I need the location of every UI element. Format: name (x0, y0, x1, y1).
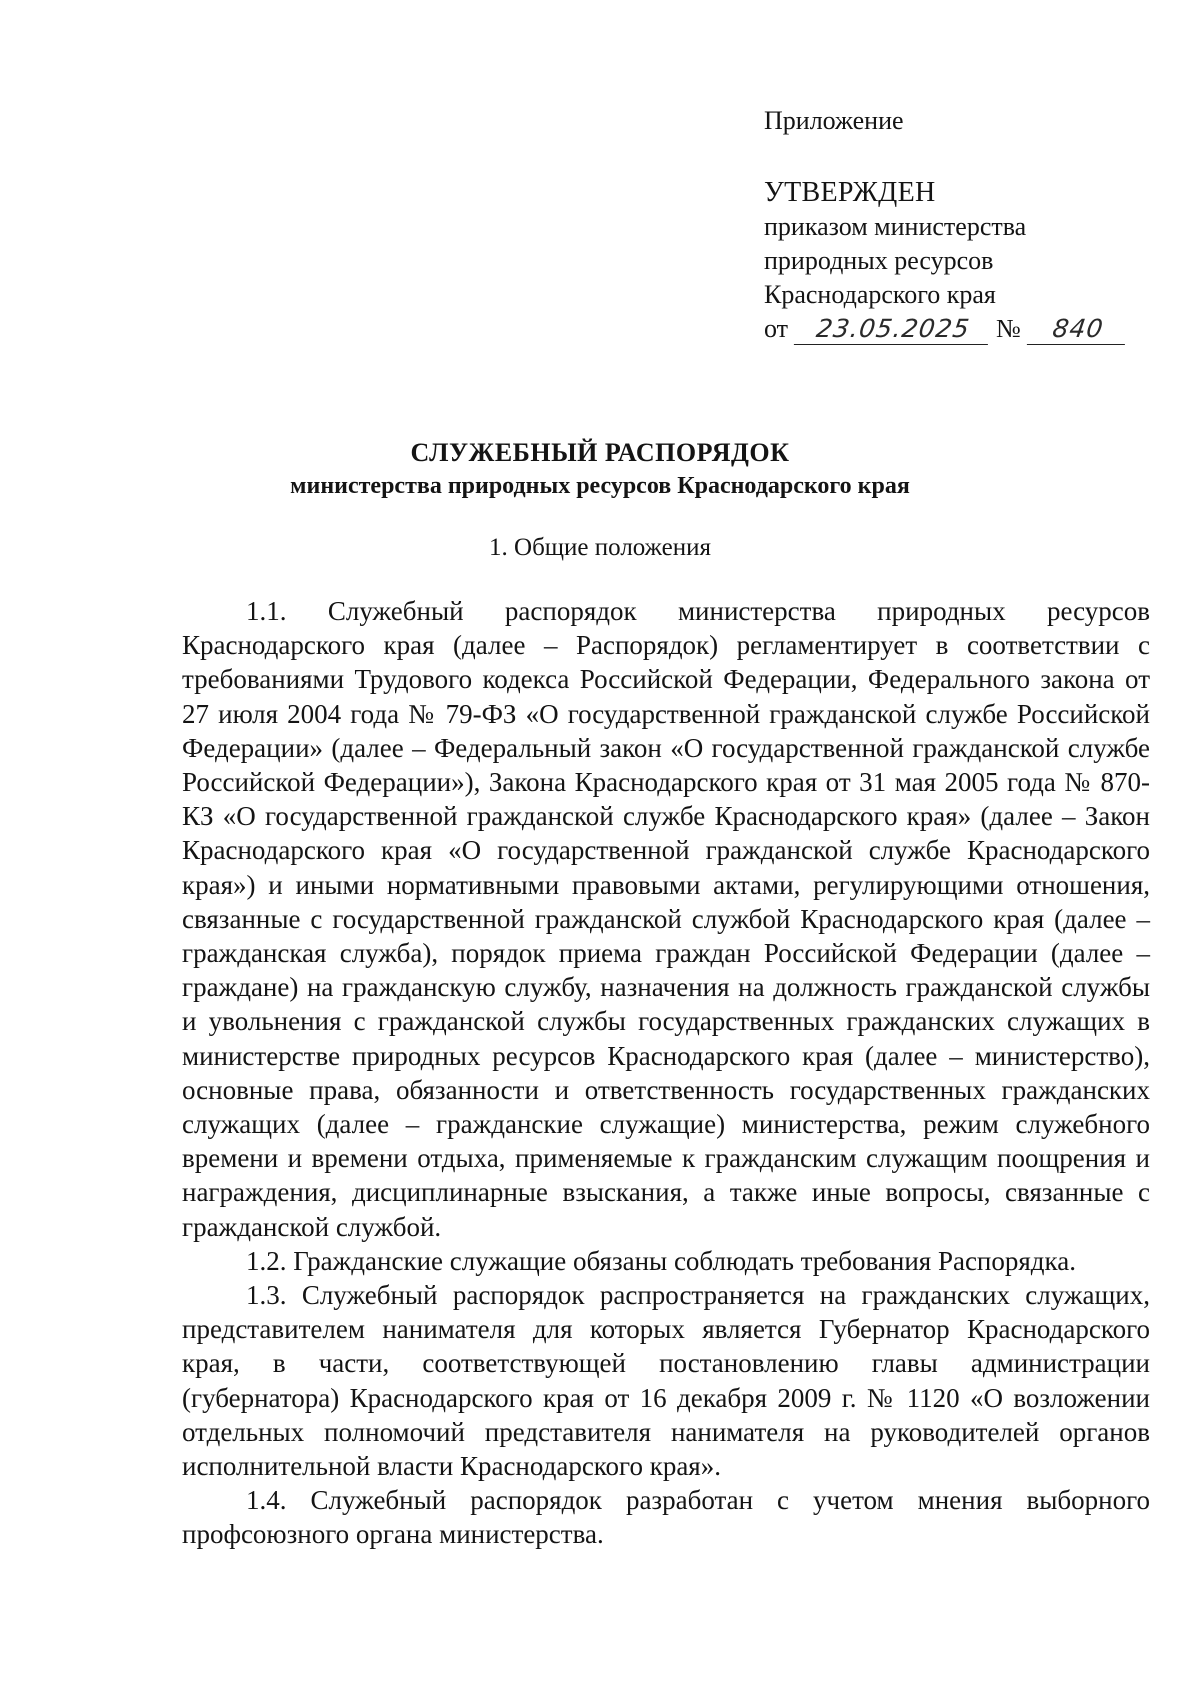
approval-line-2: природных ресурсов (764, 246, 994, 275)
approval-date-line (764, 312, 1144, 346)
handwritten-date: 23.05.2025 (794, 314, 992, 345)
section-heading: 1. Общие положения (489, 534, 711, 561)
approved-label: УТВЕРЖДЕН (764, 177, 936, 208)
paragraph-1-3: 1.3. Служебный распорядок распространяется на гражданских служащих, представителем нанимателя для которых является Губернатор Краснодарского края, в части, соответствующей постановлению главы администрации (губернатора) Краснодарского края от 16 декабря 2009 г. № 1120 «О возложении отдельных полномочий представителя нанимателя на руководителей органов исполнительной власти Краснодарского края». (182, 1280, 1150, 1482)
approval-block (764, 104, 1144, 346)
date-prefix: от (764, 314, 789, 343)
paragraph-1-4: 1.4. Служебный распорядок разработан с учетом мнения выборного профсоюзного органа министерства. (182, 1485, 1150, 1550)
handwritten-number: 840 (1027, 314, 1129, 345)
annex-label: Приложение (764, 106, 904, 135)
paragraph-1-1: 1.1. Служебный распорядок министерства природных ресурсов Краснодарского края (далее – Распорядок) регламентирует в соответствии с требованиями Трудового кодекса Российской Федерации, Федерального закона от 27 июля 2004 года № 79-ФЗ «О государственной гражданской службе Российской Федерации» (далее – Федеральный закон «О государственной гражданской службе Российской Федерации»), Закона Краснодарского края от 31 мая 2005 года № 870-КЗ «О государственной гражданской службе Краснодарского края» (далее – Закон Краснодарского края «О государственной гражданской службе Краснодарского края») и иными нормативными правовыми актами, регулирующими отношения, связанные с государственной гражданской службой Краснодарского края (далее – гражданская служба), порядок приема граждан Российской Федерации (далее – граждане) на гражданскую службу, назначения на должность гражданской службы и увольнения с гражданской службы государственных гражданских служащих в министерстве природных ресурсов Краснодарского края (далее – министерство), основные права, обязанности и ответственность государственных гражданских служащих (далее – гражданские служащие) министерства, режим служебного времени и времени отдыха, применяемые к гражданским служащим поощрения и награждения, дисциплинарные взыскания, а также иные вопросы, связанные с гражданской службой. (182, 596, 1150, 1242)
document-subtitle: министерства природных ресурсов Краснодарского края (290, 473, 910, 499)
document-title: СЛУЖЕБНЫЙ РАСПОРЯДОК (410, 438, 790, 467)
approval-line-3: Краснодарского края (764, 280, 996, 309)
paragraph-1-2: 1.2. Гражданские служащие обязаны соблюдать требования Распорядка. (246, 1245, 1076, 1276)
section-body (182, 594, 1150, 1552)
approval-line-1: приказом министерства (764, 212, 1027, 241)
number-sign: № (996, 314, 1021, 343)
